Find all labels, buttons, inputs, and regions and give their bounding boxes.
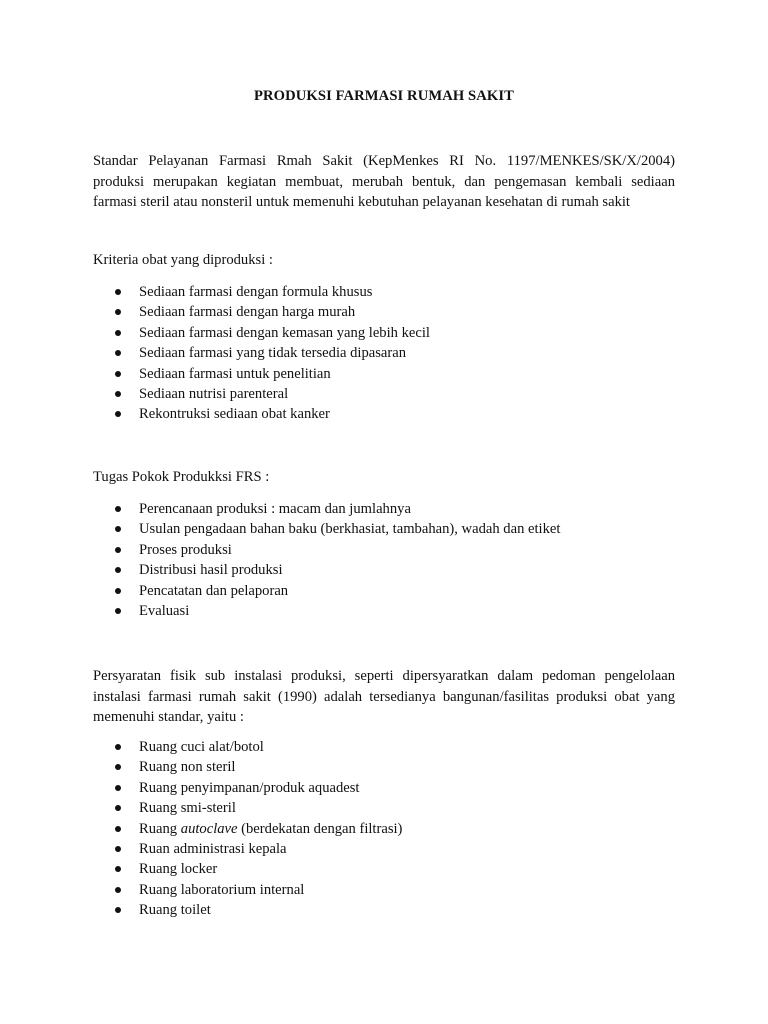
bullet-icon: [115, 411, 121, 417]
bullet-icon: [115, 289, 121, 295]
intro-line-1: Standar Pelayanan Farmasi Rmah Sakit (KepMenkes RI No. 1197/MENKES/SK/X/2004): [93, 153, 675, 169]
bullet-icon: [115, 907, 121, 913]
bullet-icon: [115, 588, 121, 594]
bullet-icon: [115, 846, 121, 852]
autoclave-term: autoclave: [180, 820, 238, 837]
persyaratan-line-3: memenuhi standar, yaitu :: [93, 709, 244, 725]
autoclave-prefix: Ruang: [139, 820, 181, 837]
bullet-icon: [115, 826, 121, 832]
persyaratan-line-1: Persyaratan fisik sub instalasi produksi, seperti dipersyaratkan dalam pedoman pengelolaan: [93, 668, 675, 684]
bullet-icon: [115, 371, 121, 377]
bullet-icon: [115, 506, 121, 512]
bullet-icon: [115, 350, 121, 356]
kriteria-label: Kriteria obat yang diproduksi :: [93, 252, 273, 268]
bullet-icon: [115, 526, 121, 532]
bullet-icon: [115, 744, 121, 750]
tugas-label: Tugas Pokok Produkksi FRS :: [93, 469, 270, 485]
intro-line-2: produksi merupakan kegiatan membuat, merubah bentuk, dan pengemasan kembali sediaan: [93, 173, 675, 190]
document-page: PRODUKSI FARMASI RUMAH SAKIT Standar Pelayanan Farmasi Rmah Sakit (KepMenkes RI No. 1197/MENKES/SK/X/2004) produksi merupakan kegiatan membuat, merubah bentuk, dan pengemasan kembali sediaan farmasi steril atau nonsteril untuk memenuhi kebutuhan pelayanan kesehatan di rumah sakit Kriteria obat yang diproduksi : Sediaan farmasi dengan formula khusus Sediaan farmasi dengan harga murah Sediaan farmasi dengan kemasan yang lebih kecil Sediaan farmasi yang tidak tersedia dipasaran Sediaan farmasi untuk penelitian Sediaan nutrisi parenteral Rekontruksi sediaan obat kanker Tugas Pokok Produkksi FRS : Perencanaan produksi : macam dan jumlahnya Usulan pengadaan bahan baku (berkhasiat, tambahan), wadah dan etiket Proses produksi Distribusi hasil produksi Pencatatan dan pelaporan Evaluasi Persyaratan fisik sub instalasi produksi, seperti dipersyaratkan dalam pedoman pengelolaan instalasi farmasi rumah sakit (1990) adalah tersedianya bangunan/fasilitas produksi obat yang memenuhi standar, yaitu : Ruang cuci alat/botol Ruang non steril Ruang penyimpanan/produk aquadest Ruang smi-steril Ruang autoclave (berdekatan dengan filtrasi) Ruan administrasi kepala Ruang locker Ruang laboratorium internal Ruang toilet: [0, 0, 768, 1024]
persyaratan-paragraph: [93, 666, 675, 728]
intro-line-3: farmasi steril atau nonsteril untuk memenuhi kebutuhan pelayanan kesehatan di rumah sakit: [93, 194, 630, 210]
bullet-icon: [115, 330, 121, 336]
bullet-icon: [115, 887, 121, 893]
bullet-icon: [115, 764, 121, 770]
bullet-icon: [115, 567, 121, 573]
bullet-icon: [115, 391, 121, 397]
bullet-icon: [115, 805, 121, 811]
bullet-icon: [115, 608, 121, 614]
bullet-icon: [115, 785, 121, 791]
bullet-icon: [115, 866, 121, 872]
bullet-icon: [115, 547, 121, 553]
intro-paragraph: [93, 151, 675, 213]
bullet-icon: [115, 309, 121, 315]
autoclave-suffix: (berdekatan dengan filtrasi): [237, 820, 403, 837]
page-title: PRODUKSI FARMASI RUMAH SAKIT: [254, 88, 514, 104]
persyaratan-line-2: instalasi farmasi rumah sakit (1990) adalah tersedianya bangunan/fasilitas produksi obat yang: [93, 688, 675, 705]
